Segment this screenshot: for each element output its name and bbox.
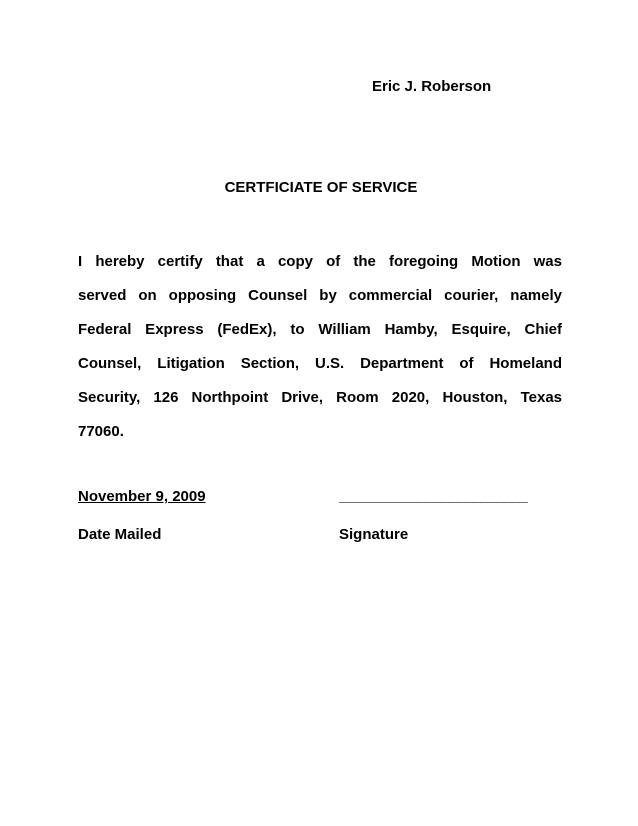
body-line: 77060. <box>78 423 124 440</box>
signature-label: Signature <box>339 526 409 543</box>
certificate-title: CERTFICIATE OF SERVICE <box>224 179 418 196</box>
date-mailed-value: November 9, 2009 <box>78 488 206 505</box>
certificate-body <box>78 245 562 449</box>
signature-line: ________________________ <box>339 488 528 505</box>
body-line: served on opposing Counsel by commercial courier, namely <box>78 287 562 304</box>
body-line: I hereby certify that a copy of the foregoing Motion was <box>78 253 562 270</box>
body-line: Security, 126 Northpoint Drive, Room 2020, Houston, Texas <box>78 389 562 406</box>
date-mailed-label: Date Mailed <box>78 526 162 543</box>
body-line: Counsel, Litigation Section, U.S. Department of Homeland <box>78 355 562 372</box>
body-line: Federal Express (FedEx), to William Hamby, Esquire, Chief <box>78 321 562 338</box>
author-name: Eric J. Roberson <box>372 78 492 95</box>
